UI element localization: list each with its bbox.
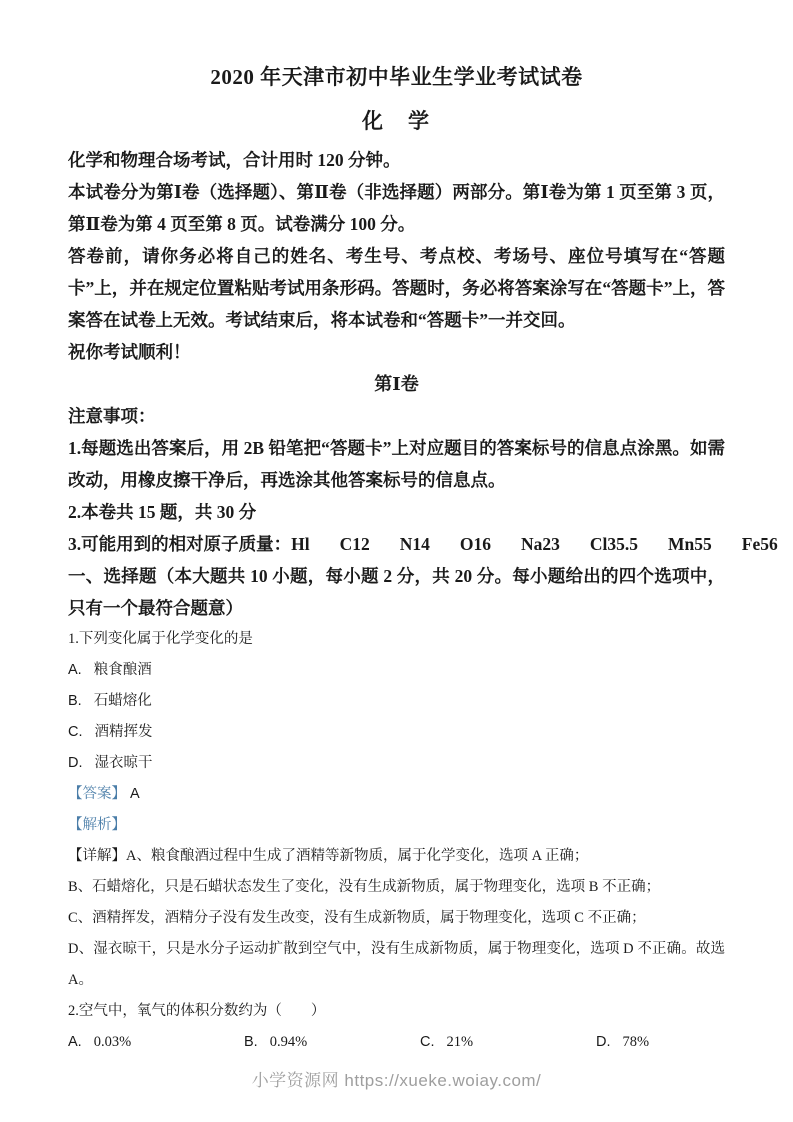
option-text: 石蜡熔化: [93, 693, 152, 709]
detail-line-d: D、湿衣晾干，只是水分子运动扩散到空气中，没有生成新物质，属于物理变化，选项 D 不正确。故选 A。: [68, 941, 725, 988]
answer-line: [68, 779, 725, 810]
option-text: 酒精挥发: [94, 724, 153, 740]
question-1-stem: 1.下列变化属于化学变化的是: [68, 631, 253, 647]
question-2-options-row: [68, 1027, 725, 1058]
atomic-mass-item: C12: [339, 534, 370, 554]
note-item-2: 2.本卷共 15 题，共 30 分: [68, 502, 257, 522]
question-2-option-c: [420, 1027, 596, 1058]
option-text: 0.03%: [93, 1034, 132, 1050]
question-1-option-b: [68, 686, 725, 717]
option-text: 21%: [446, 1034, 474, 1050]
option-letter: B.: [244, 1034, 258, 1050]
atomic-mass-item: Cl35.5: [589, 534, 639, 554]
question-1-option-c: [68, 717, 725, 748]
intro-paragraph-wish: 祝你考试顺利！: [68, 342, 191, 362]
option-text: 粮食酿酒: [93, 662, 152, 678]
option-letter: D.: [68, 755, 83, 771]
option-letter: B.: [68, 693, 82, 709]
analysis-line: [68, 810, 725, 841]
choice-section-heading: 一、选择题（本大题共 10 小题，每小题 2 分，共 20 分。每小题给出的四个选项中，只有一个最符合题意）: [68, 566, 725, 618]
atomic-mass-item: Mn55: [668, 534, 712, 554]
atomic-mass-item: Na23: [521, 534, 560, 554]
atomic-mass-label: 3.可能用到的相对原子质量：: [68, 534, 292, 554]
question-2-option-d: [596, 1027, 725, 1058]
intro-paragraph-structure: 本试卷分为第Ⅰ卷（选择题）、第Ⅱ卷（非选择题）两部分。第Ⅰ卷为第 1 页至第 3 页，第Ⅱ卷为第 4 页至第 8 页。试卷满分 100 分。: [68, 182, 725, 234]
option-letter: A.: [68, 662, 82, 678]
note-item-3-atomic-masses: [68, 528, 778, 560]
intro-paragraph-instructions: 答卷前，请你务必将自己的姓名、考生号、考点校、考场号、座位号填写在“答题卡”上，并在规定位置粘贴考试用条形码。答题时，务必将答案涂写在“答题卡”上，答案答在试卷上无效。考试结束后，将本试卷和“答题卡”一并交回。: [68, 246, 725, 330]
question-2-option-b: [244, 1027, 420, 1058]
section-heading-volume1: 第Ⅰ卷: [374, 374, 419, 394]
subject-title: 化 学: [362, 109, 431, 133]
intro-paragraph-duration: 化学和物理合场考试，合计用时 120 分钟。: [68, 150, 401, 170]
atomic-mass-item: Fe56: [741, 534, 778, 554]
notes-title: 注意事项：: [68, 406, 156, 426]
question-1-option-d: [68, 748, 725, 779]
detail-line-a: 【详解】A、粮食酿酒过程中生成了酒精等新物质，属于化学变化，选项 A 正确；: [68, 848, 589, 864]
option-letter: A.: [68, 1034, 82, 1050]
detail-line-b: B、石蜡熔化，只是石蜡状态发生了变化，没有生成新物质，属于物理变化，选项 B 不正确；: [68, 879, 661, 895]
page-title: 2020 年天津市初中毕业生学业考试试卷: [210, 65, 583, 89]
option-letter: C.: [68, 724, 83, 740]
atomic-mass-item: Hl: [291, 534, 310, 554]
detail-line-c: C、酒精挥发，酒精分子没有发生改变，没有生成新物质，属于物理变化，选项 C 不正确；: [68, 910, 646, 926]
question-1-option-a: [68, 655, 725, 686]
question-2-option-a: [68, 1027, 244, 1058]
analysis-label: 【解析】: [68, 817, 126, 833]
option-text: 0.94%: [269, 1034, 308, 1050]
option-text: 湿衣晾干: [94, 755, 153, 771]
option-letter: C.: [420, 1034, 435, 1050]
answer-label: 【答案】: [68, 786, 126, 802]
question-2-stem: 2.空气中，氧气的体积分数约为（ ）: [68, 1003, 326, 1019]
atomic-mass-item: O16: [459, 534, 492, 554]
answer-value: A: [130, 786, 140, 802]
footer-watermark: 小学资源网 https://xueke.woiay.com/: [251, 1071, 542, 1090]
atomic-mass-item: N14: [399, 534, 430, 554]
note-item-1: 1.每题选出答案后，用 2B 铅笔把“答题卡”上对应题目的答案标号的信息点涂黑。如需改动，用橡皮擦干净后，再选涂其他答案标号的信息点。: [68, 438, 725, 490]
option-letter: D.: [596, 1034, 611, 1050]
option-text: 78%: [622, 1034, 650, 1050]
